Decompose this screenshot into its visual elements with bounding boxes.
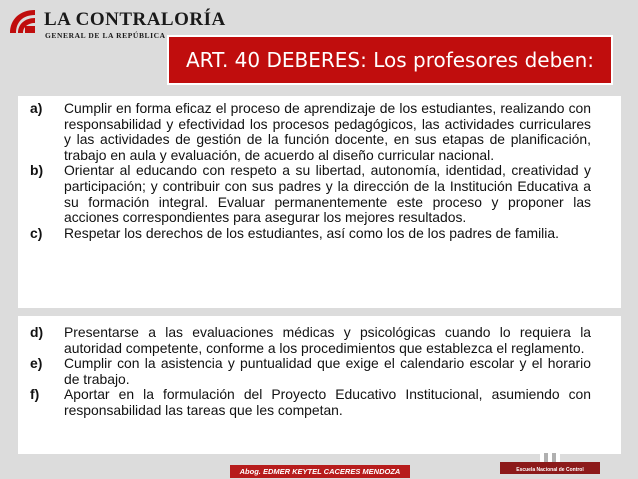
list-item (30, 101, 591, 163)
list-item (30, 325, 591, 356)
item-label: d) (30, 324, 44, 340)
title-bar (167, 35, 613, 85)
author-banner (230, 465, 410, 478)
item-label: a) (30, 100, 43, 116)
list-item (30, 163, 591, 225)
item-label: f) (30, 386, 40, 403)
list-item (30, 356, 591, 387)
item-label: b) (30, 162, 44, 179)
author-name: Abog. EDMER KEYTEL CACERES MENDOZA (239, 467, 401, 476)
duties-panel-bottom (18, 316, 621, 454)
list-item (30, 387, 591, 418)
slide-title: ART. 40 DEBERES: Los profesores deben: (185, 48, 594, 72)
logo-subtitle: GENERAL DE LA REPÚBLICA (45, 31, 166, 40)
item-text: Respetar los derechos de los estudiantes, así como los de los padres de familia. (64, 224, 559, 241)
contraloria-emblem-icon (8, 7, 38, 37)
item-label: c) (30, 224, 43, 241)
item-text: Cumplir con la asistencia y puntualidad que exige el calendario escolar y el horario de trabajo. (64, 355, 591, 387)
logo-title: LA CONTRALORÍA (44, 9, 226, 30)
item-label: e) (30, 355, 43, 372)
item-text: Cumplir en forma eficaz el proceso de aprendizaje de los estudiantes, realizando con responsabilidad y efectividad los procesos pedagógicos, las actividades curriculares y las actividades de gestión de la función docente, en sus etapas de planificación, trabajo en aula y evaluación, de acuerdo al diseño curricular nacional. (64, 100, 591, 163)
school-label: Escuela Nacional de Control (516, 467, 584, 473)
item-text: Presentarse a las evaluaciones médicas y psicológicas cuando lo requiera la autoridad competente, conforme a los procedimientos que establezca el reglamento. (64, 324, 591, 356)
item-text: Aportar en la formulación del Proyecto Educativo Institucional, asumiendo con responsabilidad las tareas que les competan. (64, 386, 591, 418)
list-item (30, 226, 591, 242)
item-text: Orientar al educando con respeto a su libertad, autonomía, identidad, creatividad y participación; y contribuir con sus padres y la dirección de la Institución Educativa a su formación integral. Evaluar permanentemente este proceso y proponer las acciones correspondientes para asegurar los mejores resultados. (64, 162, 591, 226)
duties-panel-top (18, 96, 621, 308)
